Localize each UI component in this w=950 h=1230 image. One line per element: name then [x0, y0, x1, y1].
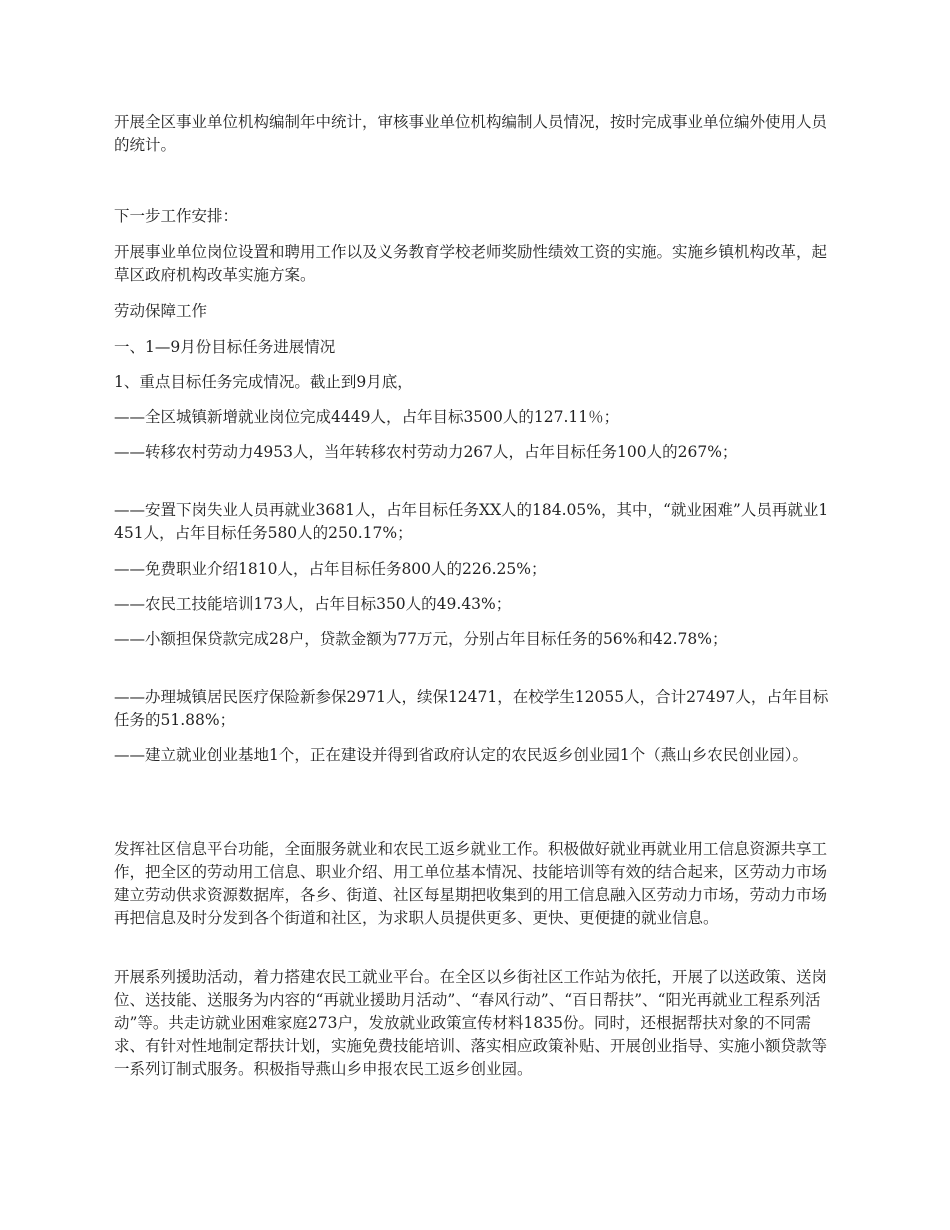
item-job-referral: ——免费职业介绍1810人，占年目标任务800人的226.25%； — [114, 560, 547, 578]
heading-next-steps: 下一步工作安排： — [114, 207, 239, 225]
item-new-jobs: ——全区城镇新增就业岗位完成4449人，占年目标3500人的127.11％； — [114, 408, 620, 426]
paragraph-info-platform: 发挥社区信息平台功能，全面服务就业和农民工返乡就业工作。积极做好就业再就业用工信息资源共享工作，把全区的劳动用工信息、职业介绍、用工单位基本情况、技能培训等有效的结合起来，区劳动力市场建立劳动供求资源数据库，各乡、街道、社区每星期把收集到的用工信息融入区劳动力市场，劳动力市场再把信息及时分发到各个街道和社区，为求职人员提供更多、更快、更便捷的就业信息。 — [114, 840, 828, 927]
item-medical-insurance: ——办理城镇居民医疗保险新参保2971人，续保12471，在校学生12055人，合计27497人，占年目标任务的51.88%； — [114, 688, 829, 729]
item-entrepreneurship-base: ——建立就业创业基地1个，正在建设并得到省政府认定的农民返乡创业园1个（燕山乡农民创业园）。 — [114, 746, 808, 764]
item-rural-labor: ——转移农村劳动力4953人，当年转移农村劳动力267人，占年目标任务100人的267%； — [114, 443, 738, 461]
paragraph-key-targets: 1、重点目标任务完成情况。截止到9月底， — [114, 373, 413, 391]
heading-labor-security: 劳动保障工作 — [114, 302, 208, 320]
paragraph-assistance-activities: 开展系列援助活动，着力搭建农民工就业平台。在全区以乡街社区工作站为依托，开展了以送政策、送岗位、送技能、送服务为内容的“再就业援助月活动”、“春风行动”、“百日帮扶”、“阳光再就业工程系列活动”等。共走访就业困难家庭273户，发放就业政策宣传材料1835份。同时，还根据帮扶对象的不同需求、有针对性地制定帮扶计划，实施免费技能培训、落实相应政策补贴、开展创业指导、实施小额贷款等一系列订制式服务。积极指导燕山乡申报农民工返乡创业园。 — [114, 968, 828, 1078]
paragraph-staff-statistics: 开展全区事业单位机构编制年中统计，审核事业单位机构编制人员情况，按时完成事业单位编外使用人员的统计。 — [114, 113, 828, 154]
paragraph-next-steps: 开展事业单位岗位设置和聘用工作以及义务教育学校老师奖励性绩效工资的实施。实施乡镇机构改革，起草区政府机构改革实施方案。 — [114, 243, 828, 284]
item-micro-loans: ——小额担保贷款完成28户，贷款金额为77万元，分别占年目标任务的56%和42.78%； — [114, 630, 728, 648]
heading-progress: 一、1—9月份目标任务进展情况 — [114, 338, 336, 356]
item-reemployment: ——安置下岗失业人员再就业3681人，占年目标任务XX人的184.05%，其中，“就业困难”人员再就业1451人，占年目标任务580人的250.17%； — [114, 501, 829, 542]
item-skills-training: ——农民工技能培训173人，占年目标350人的49.43%； — [114, 595, 512, 613]
